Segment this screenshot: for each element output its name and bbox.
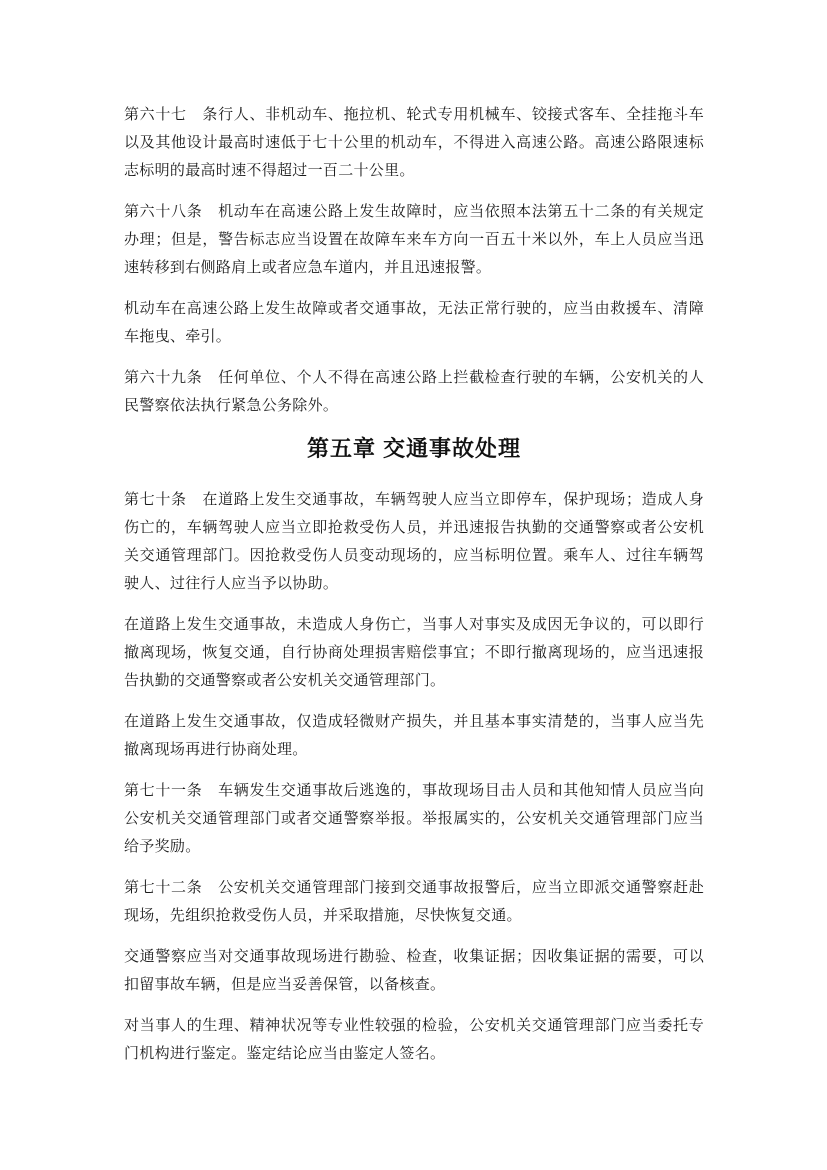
article-72-paragraph-3: 对当事人的生理、精神状况等专业性较强的检验，公安机关交通管理部门应当委托专门机构进行鉴定。鉴定结论应当由鉴定人签名。 <box>124 1018 704 1062</box>
article-70-paragraph-3: 在道路上发生交通事故，仅造成轻微财产损失，并且基本事实清楚的，当事人应当先撤离现场再进行协商处理。 <box>124 714 704 758</box>
chapter-5-heading: 第五章 交通事故处理 <box>306 436 522 461</box>
article-67-paragraph: 第六十七 条行人、非机动车、拖拉机、轮式专用机械车、铰接式客车、全挂拖斗车以及其他设计最高时速低于七十公里的机动车，不得进入高速公路。高速公路限速标志标明的最高时速不得超过一百二十公里。 <box>124 107 704 179</box>
article-70-paragraph-2: 在道路上发生交通事故，未造成人身伤亡，当事人对事实及成因无争议的，可以即行撤离现场，恢复交通，自行协商处理损害赔偿事宜；不即行撤离现场的，应当迅速报告执勤的交通警察或者公安机关交通管理部门。 <box>124 617 704 689</box>
article-70-paragraph-1: 第七十条 在道路上发生交通事故，车辆驾驶人应当立即停车，保护现场；造成人身伤亡的，车辆驾驶人应当立即抢救受伤人员，并迅速报告执勤的交通警察或者公安机关交通管理部门。因抢救受伤人员变动现场的，应当标明位置。乘车人、过往车辆驾驶人、过往行人应当予以协助。 <box>124 492 704 592</box>
article-68-paragraph-1: 第六十八条 机动车在高速公路上发生故障时，应当依照本法第五十二条的有关规定办理；但是，警告标志应当设置在故障车来车方向一百五十米以外，车上人员应当迅速转移到右侧路肩上或者应急车道内，并且迅速报警。 <box>124 204 704 276</box>
article-72-paragraph-1: 第七十二条 公安机关交通管理部门接到交通事故报警后，应当立即派交通警察赶赴现场，先组织抢救受伤人员，并采取措施，尽快恢复交通。 <box>124 880 704 924</box>
article-69-paragraph: 第六十九条 任何单位、个人不得在高速公路上拦截检查行驶的车辆，公安机关的人民警察依法执行紧急公务除外。 <box>124 370 704 414</box>
article-72-paragraph-2: 交通警察应当对交通事故现场进行勘验、检查，收集证据；因收集证据的需要，可以扣留事故车辆，但是应当妥善保管，以备核查。 <box>124 949 704 993</box>
article-68-paragraph-2: 机动车在高速公路上发生故障或者交通事故，无法正常行驶的，应当由救援车、清障车拖曳、牵引。 <box>124 301 704 345</box>
article-71-paragraph: 第七十一条 车辆发生交通事故后逃逸的，事故现场目击人员和其他知情人员应当向公安机关交通管理部门或者交通警察举报。举报属实的，公安机关交通管理部门应当给予奖励。 <box>124 783 704 855</box>
